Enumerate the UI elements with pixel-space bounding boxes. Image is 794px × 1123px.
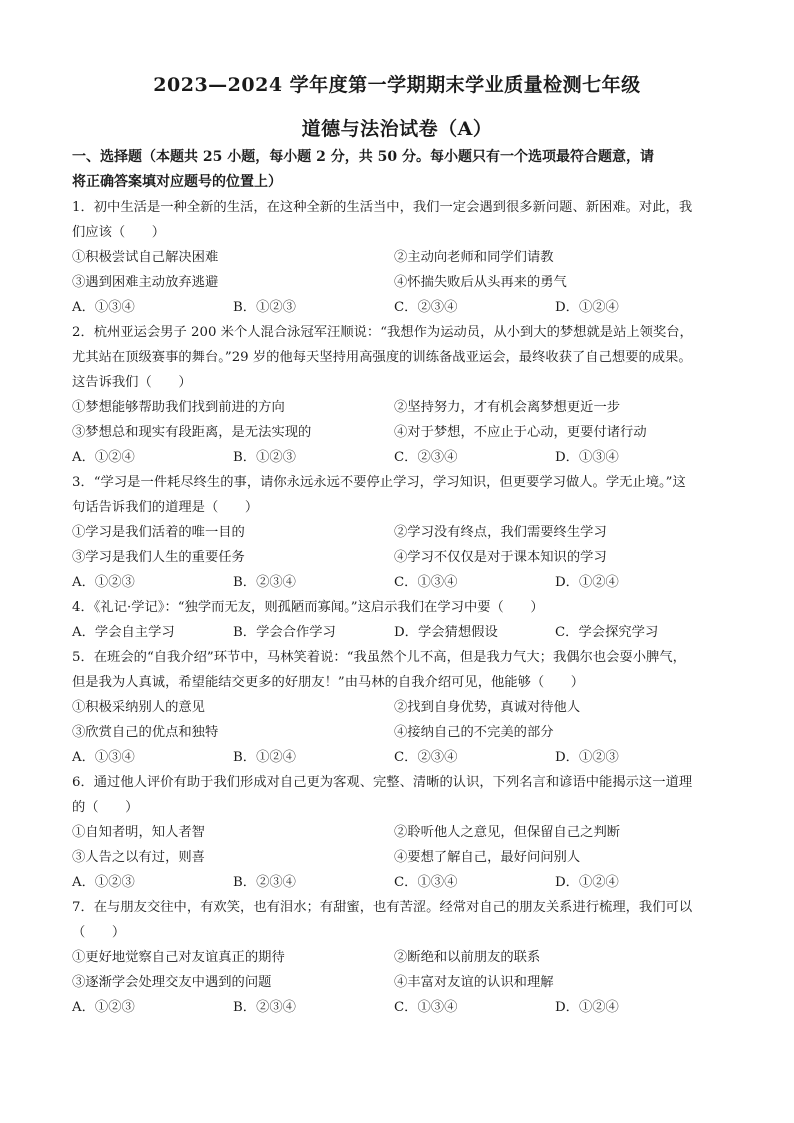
question-4 xyxy=(72,595,732,645)
question-2 xyxy=(72,320,732,470)
question-stem-line: （ ） xyxy=(72,925,126,940)
question-1 xyxy=(72,195,732,320)
statement-option: ③欣赏自己的优点和独特 xyxy=(72,725,219,740)
option-row xyxy=(72,845,732,870)
statement-option: ④接纳自己的不完美的部分 xyxy=(394,725,554,740)
option-row xyxy=(72,945,732,970)
answer-choice: A．①②③ xyxy=(72,575,135,590)
answer-choice: B．①②④ xyxy=(233,750,296,765)
answer-row xyxy=(72,870,732,895)
statement-option: ②聆听他人之意见，但保留自己之判断 xyxy=(394,825,621,840)
statement-option: ③学习是我们人生的重要任务 xyxy=(72,550,245,565)
option-row xyxy=(72,520,732,545)
option-row xyxy=(72,970,732,995)
statement-option: ①梦想能够帮助我们找到前进的方向 xyxy=(72,400,285,415)
answer-choice: B．学会合作学习 xyxy=(233,625,336,640)
exam-subtitle: 道德与法治试卷（A） xyxy=(301,118,493,140)
answer-choice: A．①②③ xyxy=(72,875,135,890)
answer-choice: A．①②④ xyxy=(72,450,135,465)
answer-row xyxy=(72,995,732,1020)
answer-choice: D．①②③ xyxy=(555,750,619,765)
question-stem-line: 的（ ） xyxy=(72,800,139,815)
answer-row xyxy=(72,295,732,320)
statement-option: ①学习是我们活着的唯一目的 xyxy=(72,525,245,540)
answer-choice: A．①②③ xyxy=(72,1000,135,1015)
question-stem-line: 7．在与朋友交往中，有欢笑，也有泪水；有甜蜜，也有苦涩。经常对自己的朋友关系进行梳理，我们可以 xyxy=(72,900,693,915)
statement-option: ③梦想总和现实有段距离，是无法实现的 xyxy=(72,425,312,440)
option-row xyxy=(72,245,732,270)
answer-choice: A．①③④ xyxy=(72,300,135,315)
statement-option: ④学习不仅仅是对于课本知识的学习 xyxy=(394,550,607,565)
exam-title: 2023—2024 学年度第一学期期末学业质量检测七年级 xyxy=(153,74,641,96)
answer-choice: D．①③④ xyxy=(555,450,619,465)
statement-option: ①自知者明，知人者智 xyxy=(72,825,205,840)
statement-option: ④对于梦想，不应止于心动，更要付诸行动 xyxy=(394,425,647,440)
answer-choice: D．①②④ xyxy=(555,575,619,590)
section-heading-line: 一、选择题（本题共 25 小题，每小题 2 分，共 50 分。每小题只有一个选项最符合题意，请 xyxy=(72,149,654,165)
answer-choice: B．①②③ xyxy=(233,300,296,315)
answer-row xyxy=(72,620,732,645)
section-heading-line: 将正确答案填对应题号的位置上） xyxy=(72,174,282,190)
option-row xyxy=(72,820,732,845)
statement-option: ④怀揣失败后从头再来的勇气 xyxy=(394,275,567,290)
question-list xyxy=(72,195,732,1020)
answer-choice: C．①③④ xyxy=(394,575,458,590)
option-row xyxy=(72,395,732,420)
answer-choice: C．②③④ xyxy=(394,450,458,465)
answer-choice: B．②③④ xyxy=(233,575,296,590)
statement-option: ③遇到困难主动放弃逃避 xyxy=(72,275,219,290)
answer-choice: D．学会猜想假设 xyxy=(394,625,498,640)
statement-option: ②找到自身优势，真诚对待他人 xyxy=(394,700,581,715)
answer-choice: C．①③④ xyxy=(394,1000,458,1015)
question-3 xyxy=(72,470,732,595)
statement-option: ①更好地觉察自己对友谊真正的期待 xyxy=(72,950,285,965)
statement-option: ②主动向老师和同学们请教 xyxy=(394,250,554,265)
statement-option: ①积极采纳别人的意见 xyxy=(72,700,205,715)
question-stem-line: 但是我为人真诚，希望能结交更多的好朋友！”由马林的自我介绍可见，他能够（ ） xyxy=(72,675,585,690)
question-stem-line: 这告诉我们（ ） xyxy=(72,375,192,390)
statement-option: ④要想了解自己，最好问问别人 xyxy=(394,850,581,865)
answer-choice: C．②③④ xyxy=(394,750,458,765)
question-stem-line: 句话告诉我们的道理是（ ） xyxy=(72,500,259,515)
question-5 xyxy=(72,645,732,770)
option-row xyxy=(72,270,732,295)
question-stem-line: 6．通过他人评价有助于我们形成对自己更为客观、完整、清晰的认识，下列名言和谚语中能揭示这一道理 xyxy=(72,775,693,790)
answer-choice: A．①③④ xyxy=(72,750,135,765)
statement-option: ②学习没有终点，我们需要终生学习 xyxy=(394,525,607,540)
statement-option: ①积极尝试自己解决困难 xyxy=(72,250,219,265)
question-6 xyxy=(72,770,732,895)
answer-choice: C．①③④ xyxy=(394,875,458,890)
answer-row xyxy=(72,570,732,595)
question-stem-line: 3．“学习是一件耗尽终生的事，请你永远永远不要停止学习，学习知识，但更要学习做人。学无止境。”这 xyxy=(72,475,686,490)
answer-choice: B．②③④ xyxy=(233,875,296,890)
option-row xyxy=(72,545,732,570)
answer-row xyxy=(72,445,732,470)
answer-choice: D．①②④ xyxy=(555,1000,619,1015)
answer-choice: B．①②③ xyxy=(233,450,296,465)
option-row xyxy=(72,420,732,445)
option-row xyxy=(72,720,732,745)
answer-choice: C．学会探究学习 xyxy=(555,625,659,640)
answer-choice: A．学会自主学习 xyxy=(72,625,175,640)
question-stem-line: 2．杭州亚运会男子 200 米个人混合泳冠军汪顺说：“我想作为运动员，从小到大的梦想就是站上领奖台， xyxy=(72,325,693,340)
answer-choice: D．①②④ xyxy=(555,300,619,315)
statement-option: ②断绝和以前朋友的联系 xyxy=(394,950,541,965)
statement-option: ③逐渐学会处理交友中遇到的问题 xyxy=(72,975,272,990)
option-row xyxy=(72,695,732,720)
question-stem-line: 4．《礼记·学记》：“独学而无友，则孤陋而寡闻。”这启示我们在学习中要（ ） xyxy=(72,600,544,615)
question-stem-line: 1．初中生活是一种全新的生活，在这种全新的生活当中，我们一定会遇到很多新问题、新困难。对此，我 xyxy=(72,200,693,215)
question-7 xyxy=(72,895,732,1020)
answer-choice: D．①②④ xyxy=(555,875,619,890)
statement-option: ③人告之以有过，则喜 xyxy=(72,850,205,865)
answer-choice: B．②③④ xyxy=(233,1000,296,1015)
answer-row xyxy=(72,745,732,770)
statement-option: ②坚持努力，才有机会离梦想更近一步 xyxy=(394,400,621,415)
statement-option: ④丰富对友谊的认识和理解 xyxy=(394,975,554,990)
question-stem-line: 尤其站在顶级赛事的舞台。”29 岁的他每天坚持用高强度的训练备战亚运会，最终收获了自己想要的成果。 xyxy=(72,350,692,365)
section-heading xyxy=(72,145,732,195)
question-stem-line: 们应该（ ） xyxy=(72,225,166,240)
answer-choice: C．②③④ xyxy=(394,300,458,315)
question-stem-line: 5．在班会的“自我介绍”环节中，马林笑着说：“我虽然个儿不高，但是我力气大；我偶尔也会耍小脾气， xyxy=(72,650,686,665)
